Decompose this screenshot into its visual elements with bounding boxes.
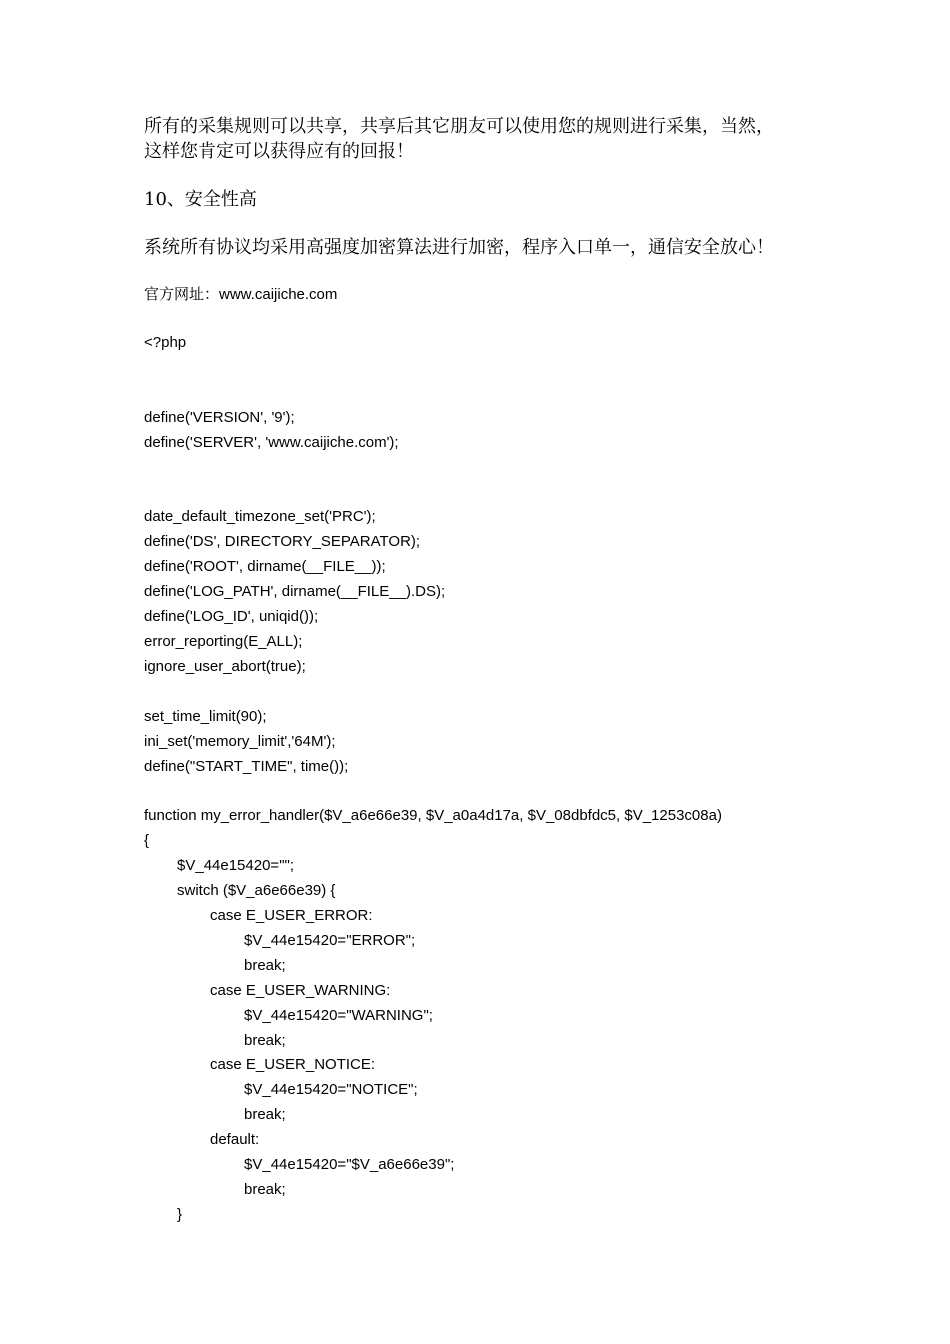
- code-line: $V_44e15420="NOTICE";: [244, 1081, 418, 1098]
- code-line: $V_44e15420="ERROR";: [244, 932, 416, 949]
- code-line: case E_USER_WARNING:: [210, 982, 391, 999]
- code-line: break;: [244, 1032, 286, 1049]
- code-line: default:: [210, 1131, 260, 1148]
- code-line: define('LOG_PATH', dirname(__FILE__).DS);: [144, 583, 446, 600]
- code-line: define("START_TIME", time());: [144, 758, 349, 775]
- website-label: 官方网址：: [144, 285, 220, 303]
- code-line: define('LOG_ID', uniqid());: [144, 608, 319, 625]
- code-line: ini_set('memory_limit','64M');: [144, 733, 336, 750]
- intro-line-2: 这样您肯定可以获得应有的回报！: [144, 141, 414, 162]
- code-line: define('SERVER', 'www.caijiche.com');: [144, 434, 399, 451]
- code-line: break;: [244, 1181, 286, 1198]
- website-line: [144, 284, 337, 305]
- code-line: break;: [244, 957, 286, 974]
- code-line: $V_44e15420="";: [177, 857, 295, 874]
- code-function-signature: function my_error_handler($V_a6e66e39, $V_a0a4d17a, $V_08dbfdc5, $V_1253c08a): [144, 807, 722, 824]
- section-body: 系统所有协议均采用高强度加密算法进行加密，程序入口单一，通信安全放心！: [144, 237, 774, 258]
- code-line: case E_USER_ERROR:: [210, 907, 373, 924]
- code-line: break;: [244, 1106, 286, 1123]
- intro-line-1: 所有的采集规则可以共享，共享后其它朋友可以使用您的规则进行采集，当然，: [144, 116, 774, 137]
- code-line: set_time_limit(90);: [144, 708, 267, 725]
- section-heading: 10、安全性高: [144, 189, 257, 210]
- code-line: $V_44e15420="$V_a6e66e39";: [244, 1156, 455, 1173]
- code-line: define('VERSION', '9');: [144, 409, 295, 426]
- code-line: define('DS', DIRECTORY_SEPARATOR);: [144, 533, 421, 550]
- website-url: www.caijiche.com: [219, 286, 338, 303]
- code-line: ignore_user_abort(true);: [144, 658, 306, 675]
- code-line: case E_USER_NOTICE:: [210, 1056, 376, 1073]
- code-line: switch ($V_a6e66e39) {: [177, 882, 336, 899]
- code-line: error_reporting(E_ALL);: [144, 633, 303, 650]
- code-line: {: [144, 832, 150, 849]
- code-line: $V_44e15420="WARNING";: [244, 1007, 433, 1024]
- code-line: }: [177, 1206, 183, 1223]
- code-line: define('ROOT', dirname(__FILE__));: [144, 558, 386, 575]
- code-line: date_default_timezone_set('PRC');: [144, 508, 376, 525]
- code-open-tag: <?php: [144, 334, 187, 351]
